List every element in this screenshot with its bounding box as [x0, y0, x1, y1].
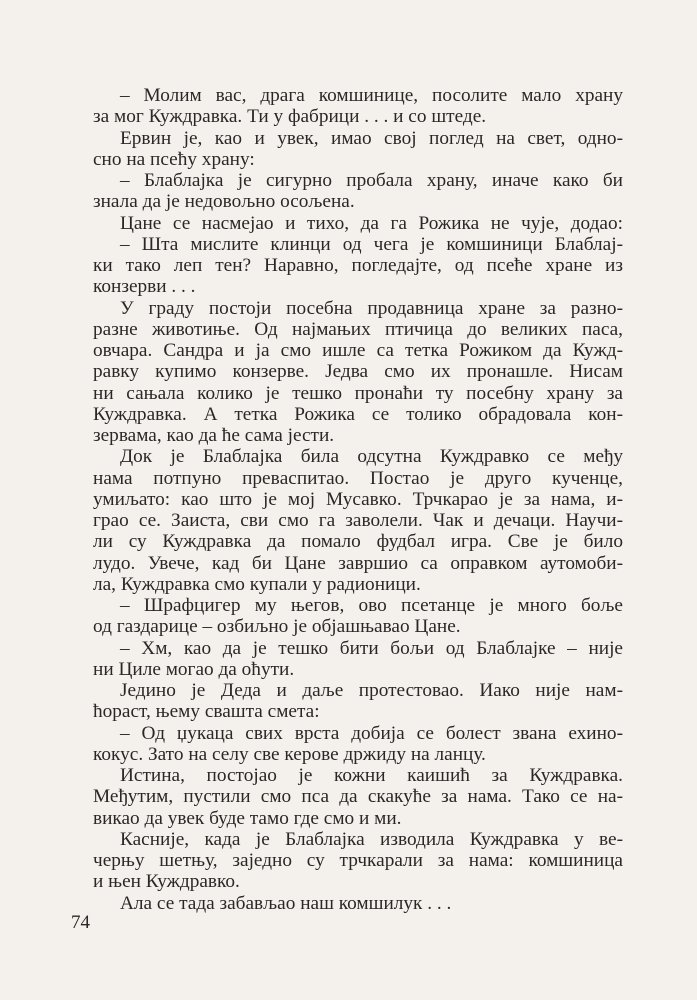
text-line: овчара. Сандра и ја смо ишле са тетка Рожиком да Кужд- — [93, 340, 623, 361]
page-number: 74 — [71, 912, 90, 933]
text-line: Куждравка. А тетка Рожика се толико обрадовала кон- — [93, 403, 623, 425]
text-line: – Од џукаца свих врста добија се болест звана ехино- — [120, 722, 623, 744]
text-line: нама потпуно превaспитао. Постао је другo кученце, — [93, 467, 623, 489]
body-text — [93, 85, 623, 914]
text-line: Ервин је, као и увек, имао свој поглед на свет, одно- — [120, 127, 623, 149]
text-line: сно на псећу храну: — [93, 148, 255, 170]
text-line: Цане се насмејао и тихо, да га Рожика не чује, додао: — [120, 212, 623, 234]
text-line: ни сањала колико је тешко пронаћи ту посебну храну за — [93, 382, 623, 404]
text-line: Међутим, пустили смо пса да скакуће за нама. Тако се на- — [93, 786, 623, 808]
text-line: Истина, постојао је кожни каишић за Куждравка. — [120, 765, 623, 786]
text-line: Касније, када је Блаблајка изводила Куждравка у ве- — [120, 828, 623, 850]
text-line: грао се. Заиста, сви смо га заволели. Чак и дечаци. Научи- — [93, 510, 623, 531]
text-line: ла, Куждравка смо купали у радионици. — [93, 573, 421, 595]
text-line: конзерви . . . — [93, 276, 196, 298]
text-line: викао да увек буде тамо где смо и ми. — [93, 807, 402, 829]
text-line: равку купимо конзерве. Једва смо их пронашле. Нисам — [93, 361, 623, 383]
text-line: за мог Куждравка. Ти у фабрици . . . и со штеде. — [93, 106, 487, 128]
text-line: – Хм, као да је тешко бити бољи од Блаблајке – није — [120, 637, 623, 659]
text-line: У граду постоји посебна продавница хране за разно- — [120, 297, 623, 319]
text-line: Док је Блаблајка била одсутна Куждравко се међу — [120, 446, 623, 468]
text-line: знала да је недовољно осољена. — [93, 191, 355, 213]
text-line: – Шта мислите клинци од чега је комшиници Блаблај- — [120, 233, 623, 255]
text-line: кокус. Зато на селу све керове држиду на ланцу. — [93, 743, 486, 765]
text-line: од газдарице – озбиљно је објашњавао Цане. — [93, 616, 461, 638]
text-line: и њен Куждравко. — [93, 871, 240, 893]
text-line: ки тако леп тен? Наравно, погледајте, од псеће хране из — [93, 255, 623, 276]
text-line: разне животиње. Од најмањих птичица до великих паса, — [93, 318, 623, 340]
text-line: – Молим вас, драга комшинице, посолите мало храну — [120, 85, 623, 106]
text-line: лудо. Увече, кад би Цане завршио са оправком аутомоби- — [93, 552, 623, 574]
text-line: – Блаблајка је сигурно пробала храну, иначе како би — [120, 170, 623, 191]
text-line: ли су Куждравка да помало фудбал игра. Све је било — [93, 531, 623, 553]
text-line: зервама, као да ће сама јести. — [93, 425, 335, 446]
text-line: ни Циле могао да оћути. — [93, 658, 295, 680]
text-line: – Шрафцигер му његов, ово псетанце је много боље — [120, 595, 623, 616]
text-line: черњу шетњу, заједно су трчкарали за нама: комшиница — [93, 850, 623, 871]
text-line: Једино је Деда и даље протестовао. Иако није нам- — [120, 680, 623, 701]
text-line: Ала се тада забављао наш комшилук . . . — [120, 892, 452, 914]
text-line: ћораст, њему свашта смета: — [93, 701, 320, 723]
text-line: умиљато: као што је мој Мусавко. Трчкарао је за нама, и- — [93, 488, 623, 510]
